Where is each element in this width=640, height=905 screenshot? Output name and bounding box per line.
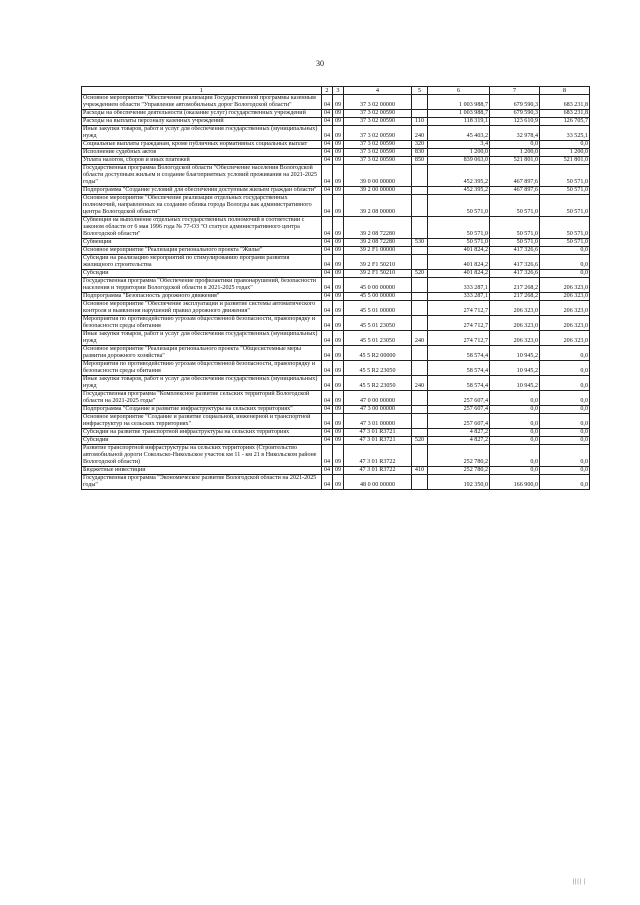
amount-year-3: 206 323,0 xyxy=(540,316,590,331)
amount-year-2: 417 326,6 xyxy=(490,255,540,270)
row-description: Мероприятия по противодействию угрозам общественной безопасности, правопорядку и безопасности среды обитания xyxy=(82,361,322,376)
section-code: 09 xyxy=(333,270,344,278)
expense-type-code: 240 xyxy=(412,126,428,141)
target-article-code: 45 5 01 23050 xyxy=(344,331,412,346)
amount-year-3: 0,0 xyxy=(540,467,590,475)
target-article-code: 45 5 R2 23050 xyxy=(344,376,412,391)
amount-year-3: 683 231,8 xyxy=(540,95,590,110)
section-code: 09 xyxy=(333,376,344,391)
ved-code: 04 xyxy=(322,165,333,187)
section-code: 09 xyxy=(333,331,344,346)
table-row xyxy=(82,467,590,475)
row-description: Подпрограмма "Создание условий для обеспечения доступным жильем граждан области" xyxy=(82,187,322,195)
section-code: 09 xyxy=(333,445,344,467)
row-description: Субсидии xyxy=(82,437,322,445)
amount-year-1: 401 824,2 xyxy=(428,270,490,278)
amount-year-3: 206 323,0 xyxy=(540,278,590,293)
section-code: 09 xyxy=(333,406,344,414)
ved-code: 04 xyxy=(322,95,333,110)
ved-code: 04 xyxy=(322,255,333,270)
amount-year-3: 0,0 xyxy=(540,346,590,361)
target-article-code: 45 5 01 23050 xyxy=(344,316,412,331)
expense-type-code: 520 xyxy=(412,270,428,278)
target-article-code: 45 5 R2 23050 xyxy=(344,361,412,376)
amount-year-2: 166 900,0 xyxy=(490,475,540,490)
amount-year-1: 4 827,2 xyxy=(428,437,490,445)
row-description: Мероприятия по противодействию угрозам общественной безопасности, правопорядку и безопасности среды обитания xyxy=(82,316,322,331)
amount-year-1: 839 063,0 xyxy=(428,157,490,165)
amount-year-1: 252 780,2 xyxy=(428,467,490,475)
target-article-code: 39 2 00 00000 xyxy=(344,187,412,195)
expense-type-code: 850 xyxy=(412,157,428,165)
target-article-code: 47 3 01 00000 xyxy=(344,414,412,429)
col-header-6: 6 xyxy=(428,87,490,95)
target-article-code: 39 2 08 72280 xyxy=(344,217,412,239)
amount-year-1: 274 712,7 xyxy=(428,316,490,331)
expense-type-code xyxy=(412,195,428,217)
section-code: 09 xyxy=(333,110,344,118)
amount-year-1: 4 827,2 xyxy=(428,429,490,437)
expense-type-code xyxy=(412,293,428,301)
row-description: Субсидии xyxy=(82,270,322,278)
row-description: Расходы на обеспечение деятельности (оказание услуг) государственных учреждений xyxy=(82,110,322,118)
amount-year-3: 0,0 xyxy=(540,247,590,255)
row-description: Расходы на выплаты персоналу казенных учреждений xyxy=(82,118,322,126)
amount-year-3: 0,0 xyxy=(540,414,590,429)
amount-year-2: 417 326,6 xyxy=(490,270,540,278)
target-article-code: 47 3 01 R3722 xyxy=(344,467,412,475)
amount-year-3: 0,0 xyxy=(540,475,590,490)
amount-year-3: 683 231,8 xyxy=(540,110,590,118)
table-row xyxy=(82,437,590,445)
ved-code: 04 xyxy=(322,414,333,429)
expense-type-code xyxy=(412,247,428,255)
amount-year-1: 452 395,2 xyxy=(428,165,490,187)
amount-year-1: 118 319,1 xyxy=(428,118,490,126)
amount-year-3: 206 323,0 xyxy=(540,301,590,316)
amount-year-2: 467 897,6 xyxy=(490,165,540,187)
section-code: 09 xyxy=(333,361,344,376)
row-description: Субвенции xyxy=(82,239,322,247)
row-description: Бюджетные инвестиции xyxy=(82,467,322,475)
row-description: Основное мероприятие "Создание и развитие социальной, инженерной и транспортной инфраструктур на сельских территориях" xyxy=(82,414,322,429)
table-row xyxy=(82,429,590,437)
amount-year-1: 274 712,7 xyxy=(428,301,490,316)
amount-year-1: 1 003 988,7 xyxy=(428,110,490,118)
amount-year-1: 50 571,0 xyxy=(428,195,490,217)
section-code: 09 xyxy=(333,141,344,149)
section-code: 09 xyxy=(333,437,344,445)
expense-type-code xyxy=(412,165,428,187)
expense-type-code xyxy=(412,278,428,293)
row-description: Уплата налогов, сборов и иных платежей xyxy=(82,157,322,165)
amount-year-1: 45 403,2 xyxy=(428,126,490,141)
row-description: Подпрограмма "Безопасность дорожного движения" xyxy=(82,293,322,301)
target-article-code: 39 0 00 00000 xyxy=(344,165,412,187)
expense-type-code xyxy=(412,316,428,331)
amount-year-2: 679 590,3 xyxy=(490,95,540,110)
row-description: Иные закупки товаров, работ и услуг для обеспечения государственных (муниципальных) нужд xyxy=(82,331,322,346)
ved-code: 04 xyxy=(322,467,333,475)
table-row xyxy=(82,110,590,118)
target-article-code: 45 0 00 00000 xyxy=(344,278,412,293)
table-row xyxy=(82,239,590,247)
amount-year-3: 50 571,0 xyxy=(540,187,590,195)
row-description: Субвенция на выполнение отдельных государственных полномочий в соответствии с законом области от 6 мая 1996 года № 77-ОЗ "О статусе административного центра Вологодской области" xyxy=(82,217,322,239)
expense-type-code xyxy=(412,110,428,118)
table-row xyxy=(82,346,590,361)
ved-code: 04 xyxy=(322,391,333,406)
table-row xyxy=(82,445,590,467)
amount-year-2: 10 945,2 xyxy=(490,361,540,376)
target-article-code: 39 2 F1 50210 xyxy=(344,255,412,270)
section-code: 09 xyxy=(333,429,344,437)
amount-year-2: 206 323,0 xyxy=(490,331,540,346)
section-code: 09 xyxy=(333,187,344,195)
amount-year-1: 50 571,0 xyxy=(428,217,490,239)
table-row xyxy=(82,165,590,187)
ved-code: 04 xyxy=(322,239,333,247)
expense-type-code xyxy=(412,301,428,316)
section-code: 09 xyxy=(333,165,344,187)
row-description: Исполнение судебных актов xyxy=(82,149,322,157)
amount-year-2: 50 571,0 xyxy=(490,217,540,239)
amount-year-3: 50 571,0 xyxy=(540,195,590,217)
amount-year-1: 252 780,2 xyxy=(428,445,490,467)
table-row xyxy=(82,157,590,165)
row-description: Государственная программа "Комплексное развитие сельских территорий Вологодской области на 2021-2025 годы" xyxy=(82,391,322,406)
target-article-code: 37 3 02 00590 xyxy=(344,157,412,165)
ved-code: 04 xyxy=(322,157,333,165)
table-row xyxy=(82,391,590,406)
row-description: Государственная программа "Экономическое развитие Вологодской области на 2021-2025 годы" xyxy=(82,475,322,490)
amount-year-2: 50 571,0 xyxy=(490,239,540,247)
table-row xyxy=(82,475,590,490)
table-row xyxy=(82,95,590,110)
amount-year-2: 206 323,0 xyxy=(490,301,540,316)
expense-type-code: 320 xyxy=(412,141,428,149)
row-description: Государственная программа Вологодской области "Обеспечение населения Вологодской области доступным жильем и создание благоприятных условий проживания на 2021-2025 годы" xyxy=(82,165,322,187)
ved-code: 04 xyxy=(322,429,333,437)
col-header-3: 3 xyxy=(333,87,344,95)
section-code: 09 xyxy=(333,414,344,429)
amount-year-1: 257 607,4 xyxy=(428,391,490,406)
row-description: Развитие транспортной инфраструктуры на сельских территориях (Строительство автомобильной дороги Сокольско-Никольское участок км 11 - км 21 в Никольском районе Вологодской области) xyxy=(82,445,322,467)
expense-type-code: 110 xyxy=(412,118,428,126)
table-row xyxy=(82,118,590,126)
target-article-code: 45 5 R2 00000 xyxy=(344,346,412,361)
section-code: 09 xyxy=(333,475,344,490)
ved-code: 04 xyxy=(322,141,333,149)
amount-year-2: 0,0 xyxy=(490,406,540,414)
expense-type-code xyxy=(412,346,428,361)
table-row xyxy=(82,301,590,316)
amount-year-2: 0,0 xyxy=(490,429,540,437)
target-article-code: 45 5 01 00000 xyxy=(344,301,412,316)
section-code: 09 xyxy=(333,217,344,239)
expense-type-code xyxy=(412,475,428,490)
row-description: Основное мероприятие "Обеспечение реализации Государственной программы казенным учреждением области "Управление автомобильных дорог Вологодской области" xyxy=(82,95,322,110)
table-row xyxy=(82,141,590,149)
target-article-code: 39 2 F1 50210 xyxy=(344,270,412,278)
amount-year-1: 1 200,0 xyxy=(428,149,490,157)
amount-year-1: 58 574,4 xyxy=(428,376,490,391)
budget-table xyxy=(81,86,590,490)
section-code: 09 xyxy=(333,255,344,270)
amount-year-1: 452 395,2 xyxy=(428,187,490,195)
amount-year-2: 679 590,3 xyxy=(490,110,540,118)
col-header-4: 4 xyxy=(344,87,412,95)
table-row xyxy=(82,247,590,255)
expense-type-code xyxy=(412,429,428,437)
expense-type-code: 520 xyxy=(412,437,428,445)
ved-code: 04 xyxy=(322,126,333,141)
target-article-code: 47 3 01 R3722 xyxy=(344,445,412,467)
amount-year-3: 0,0 xyxy=(540,437,590,445)
ved-code: 04 xyxy=(322,376,333,391)
expense-type-code xyxy=(412,406,428,414)
amount-year-3: 0,0 xyxy=(540,141,590,149)
target-article-code: 37 3 02 00590 xyxy=(344,149,412,157)
ved-code: 04 xyxy=(322,217,333,239)
target-article-code: 47 3 00 00000 xyxy=(344,406,412,414)
section-code: 09 xyxy=(333,95,344,110)
col-header-5: 5 xyxy=(412,87,428,95)
target-article-code: 47 3 01 R3721 xyxy=(344,437,412,445)
section-code: 09 xyxy=(333,149,344,157)
table-row xyxy=(82,414,590,429)
table-row xyxy=(82,278,590,293)
row-description: Основное мероприятие "Обеспечение реализации отдельных государственных полномочий, направленных на создание облика города Вологды как административного центра Вологодской области" xyxy=(82,195,322,217)
section-code: 09 xyxy=(333,157,344,165)
target-article-code: 39 2 08 72280 xyxy=(344,239,412,247)
row-description: Социальные выплаты гражданам, кроме публичных нормативных социальных выплат xyxy=(82,141,322,149)
page-number: 30 xyxy=(316,59,324,68)
amount-year-1: 401 824,2 xyxy=(428,247,490,255)
table-row xyxy=(82,331,590,346)
target-article-code: 37 3 02 00590 xyxy=(344,126,412,141)
table-row xyxy=(82,293,590,301)
expense-type-code: 240 xyxy=(412,376,428,391)
amount-year-3: 50 571,0 xyxy=(540,165,590,187)
amount-year-3: 206 323,0 xyxy=(540,331,590,346)
target-article-code: 37 3 02 00590 xyxy=(344,118,412,126)
ved-code: 04 xyxy=(322,445,333,467)
amount-year-3: 33 525,1 xyxy=(540,126,590,141)
expense-type-code: 530 xyxy=(412,239,428,247)
row-description: Основное мероприятие "Реализация регионального проекта "Жилье" xyxy=(82,247,322,255)
target-article-code: 45 5 00 00000 xyxy=(344,293,412,301)
amount-year-3: 126 705,7 xyxy=(540,118,590,126)
table-row xyxy=(82,316,590,331)
ved-code: 04 xyxy=(322,475,333,490)
amount-year-3: 50 571,0 xyxy=(540,239,590,247)
section-code: 09 xyxy=(333,118,344,126)
amount-year-2: 0,0 xyxy=(490,467,540,475)
row-description: Субсидии на реализацию мероприятий по стимулированию программ развития жилищного строительства xyxy=(82,255,322,270)
expense-type-code xyxy=(412,361,428,376)
col-header-7: 7 xyxy=(490,87,540,95)
row-description: Основное мероприятие "Обеспечение эксплуатации и развитие системы автоматического контроля и выявления нарушений правил дорожного движения" xyxy=(82,301,322,316)
amount-year-2: 10 945,2 xyxy=(490,346,540,361)
expense-type-code xyxy=(412,445,428,467)
section-code: 09 xyxy=(333,239,344,247)
ved-code: 04 xyxy=(322,247,333,255)
target-article-code: 39 2 08 00000 xyxy=(344,195,412,217)
amount-year-3: 0,0 xyxy=(540,429,590,437)
amount-year-3: 206 323,0 xyxy=(540,293,590,301)
amount-year-1: 50 571,0 xyxy=(428,239,490,247)
amount-year-2: 0,0 xyxy=(490,437,540,445)
amount-year-1: 58 574,4 xyxy=(428,361,490,376)
expense-type-code xyxy=(412,414,428,429)
target-article-code: 47 3 01 R3721 xyxy=(344,429,412,437)
amount-year-1: 192 350,0 xyxy=(428,475,490,490)
amount-year-1: 333 287,1 xyxy=(428,278,490,293)
amount-year-2: 206 323,0 xyxy=(490,316,540,331)
amount-year-1: 1 003 988,7 xyxy=(428,95,490,110)
table-row xyxy=(82,217,590,239)
row-description: Государственная программа "Обеспечение профилактики правонарушений, безопасности населения и территории Вологодской области в 2021-2025 годах" xyxy=(82,278,322,293)
section-code: 09 xyxy=(333,316,344,331)
amount-year-3: 521 801,0 xyxy=(540,157,590,165)
amount-year-3: 0,0 xyxy=(540,255,590,270)
expense-type-code xyxy=(412,255,428,270)
section-code: 09 xyxy=(333,301,344,316)
table-row xyxy=(82,270,590,278)
ved-code: 04 xyxy=(322,110,333,118)
amount-year-1: 58 574,4 xyxy=(428,346,490,361)
amount-year-3: 0,0 xyxy=(540,361,590,376)
amount-year-2: 217 268,2 xyxy=(490,278,540,293)
section-code: 09 xyxy=(333,467,344,475)
expense-type-code xyxy=(412,95,428,110)
amount-year-2: 0,0 xyxy=(490,391,540,406)
amount-year-2: 0,0 xyxy=(490,141,540,149)
ved-code: 04 xyxy=(322,278,333,293)
ved-code: 04 xyxy=(322,301,333,316)
row-description: Основное мероприятие "Реализация регионального проекта "Общесистемные меры развития дорожного хозяйства" xyxy=(82,346,322,361)
section-code: 09 xyxy=(333,346,344,361)
amount-year-3: 0,0 xyxy=(540,391,590,406)
target-article-code: 47 0 00 00000 xyxy=(344,391,412,406)
row-description: Субсидии на развитие транспортной инфраструктуры на сельских территориях xyxy=(82,429,322,437)
row-description: Подпрограмма "Создание и развитие инфраструктуры на сельских территориях" xyxy=(82,406,322,414)
amount-year-3: 0,0 xyxy=(540,445,590,467)
section-code: 09 xyxy=(333,195,344,217)
ved-code: 04 xyxy=(322,361,333,376)
amount-year-1: 257 607,4 xyxy=(428,406,490,414)
ved-code: 04 xyxy=(322,293,333,301)
section-code: 09 xyxy=(333,126,344,141)
table-row xyxy=(82,149,590,157)
expense-type-code: 830 xyxy=(412,149,428,157)
amount-year-3: 0,0 xyxy=(540,270,590,278)
footer-barcode-mark: |||| | xyxy=(573,879,587,885)
amount-year-2: 521 801,0 xyxy=(490,157,540,165)
expense-type-code xyxy=(412,217,428,239)
amount-year-2: 417 326,6 xyxy=(490,247,540,255)
amount-year-3: 0,0 xyxy=(540,376,590,391)
table-row xyxy=(82,126,590,141)
ved-code: 04 xyxy=(322,406,333,414)
amount-year-2: 467 897,6 xyxy=(490,187,540,195)
expense-type-code: 240 xyxy=(412,331,428,346)
ved-code: 04 xyxy=(322,270,333,278)
ved-code: 04 xyxy=(322,331,333,346)
amount-year-2: 10 945,2 xyxy=(490,376,540,391)
ved-code: 04 xyxy=(322,149,333,157)
amount-year-2: 1 200,0 xyxy=(490,149,540,157)
target-article-code: 48 0 00 00000 xyxy=(344,475,412,490)
expense-type-code xyxy=(412,187,428,195)
amount-year-1: 257 607,4 xyxy=(428,414,490,429)
amount-year-2: 50 571,0 xyxy=(490,195,540,217)
amount-year-1: 274 712,7 xyxy=(428,331,490,346)
col-header-8: 8 xyxy=(540,87,590,95)
section-code: 09 xyxy=(333,247,344,255)
col-header-1: 1 xyxy=(82,87,322,95)
amount-year-3: 0,0 xyxy=(540,406,590,414)
amount-year-1: 333 287,1 xyxy=(428,293,490,301)
section-code: 09 xyxy=(333,293,344,301)
table-row xyxy=(82,406,590,414)
section-code: 09 xyxy=(333,391,344,406)
amount-year-2: 217 268,2 xyxy=(490,293,540,301)
expense-type-code xyxy=(412,391,428,406)
ved-code: 04 xyxy=(322,118,333,126)
table-row xyxy=(82,361,590,376)
table-body xyxy=(82,95,590,490)
ved-code: 04 xyxy=(322,316,333,331)
amount-year-3: 1 200,0 xyxy=(540,149,590,157)
target-article-code: 39 2 F1 00000 xyxy=(344,247,412,255)
amount-year-1: 3,4 xyxy=(428,141,490,149)
section-code: 09 xyxy=(333,278,344,293)
table-row xyxy=(82,376,590,391)
target-article-code: 37 3 02 00590 xyxy=(344,141,412,149)
col-header-2: 2 xyxy=(322,87,333,95)
ved-code: 04 xyxy=(322,195,333,217)
ved-code: 04 xyxy=(322,437,333,445)
expense-type-code: 410 xyxy=(412,467,428,475)
row-description: Иные закупки товаров, работ и услуг для обеспечения государственных (муниципальных) нужд xyxy=(82,126,322,141)
amount-year-3: 50 571,0 xyxy=(540,217,590,239)
row-description: Иные закупки товаров, работ и услуг для обеспечения государственных (муниципальных) нужд xyxy=(82,376,322,391)
amount-year-2: 0,0 xyxy=(490,445,540,467)
table-row xyxy=(82,187,590,195)
target-article-code: 37 3 02 00590 xyxy=(344,110,412,118)
target-article-code: 37 3 02 00000 xyxy=(344,95,412,110)
header-row xyxy=(82,87,590,95)
ved-code: 04 xyxy=(322,346,333,361)
table-row xyxy=(82,195,590,217)
ved-code: 04 xyxy=(322,187,333,195)
amount-year-2: 123 610,9 xyxy=(490,118,540,126)
amount-year-2: 32 978,4 xyxy=(490,126,540,141)
amount-year-1: 401 824,2 xyxy=(428,255,490,270)
amount-year-2: 0,0 xyxy=(490,414,540,429)
table-row xyxy=(82,255,590,270)
